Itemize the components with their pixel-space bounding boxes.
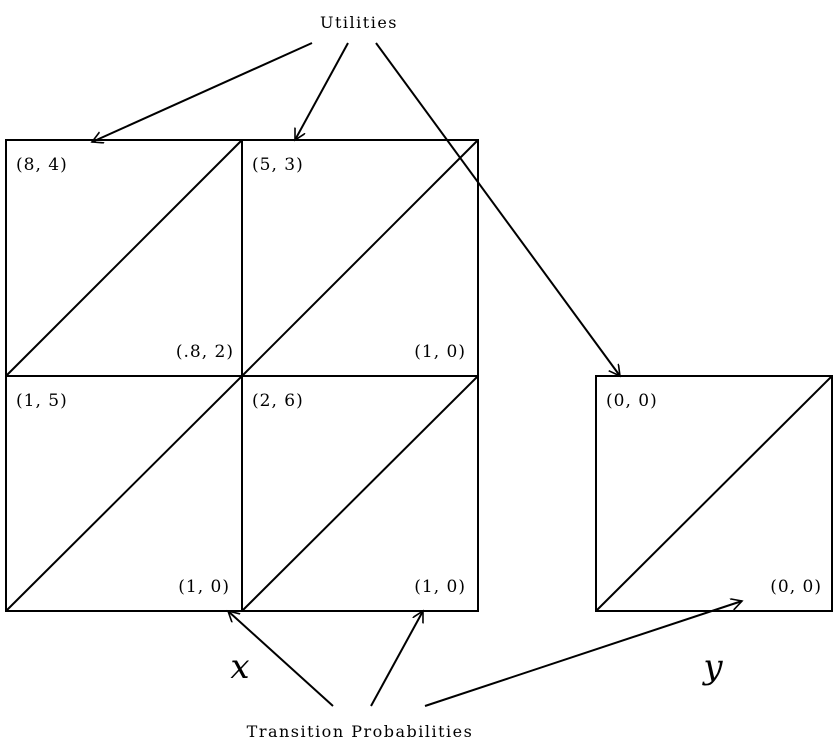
transition-arrow-to-y-cell	[425, 601, 742, 706]
cell-y	[596, 376, 832, 611]
x-axis-label: x	[230, 647, 250, 687]
utilities-arrow-to-top-left	[92, 43, 312, 142]
cell-top-right-transition: (1, 0)	[414, 342, 466, 362]
y-axis-label: y	[703, 647, 723, 687]
cell-top-left-utility: (8, 4)	[16, 155, 68, 175]
cell-top-left-transition: (.8, 2)	[175, 342, 234, 362]
cell-y-utility: (0, 0)	[606, 391, 658, 411]
cell-top-right-utility: (5, 3)	[252, 155, 304, 175]
utilities-arrow-to-top-right	[295, 43, 348, 140]
cell-top-left-diagonal	[6, 140, 242, 376]
cell-bottom-right-transition: (1, 0)	[414, 577, 466, 597]
cell-bottom-left-transition: (1, 0)	[178, 577, 230, 597]
utilities-caption: Utilities	[320, 13, 398, 32]
cell-top-left	[6, 140, 242, 376]
cell-top-right-diagonal	[242, 140, 478, 376]
cell-bottom-left	[6, 376, 242, 611]
cell-bottom-right	[242, 376, 478, 611]
transition-arrow-to-bottom-right	[371, 611, 423, 706]
cell-y-transition: (0, 0)	[770, 577, 822, 597]
cell-bottom-right-utility: (2, 6)	[252, 391, 304, 411]
cell-bottom-left-diagonal	[6, 376, 242, 611]
cell-bottom-right-diagonal	[242, 376, 478, 611]
utilities-arrow-to-y-cell	[376, 43, 620, 376]
cell-top-right	[242, 140, 478, 376]
transition-probabilities-caption: Transition Probabilities	[246, 722, 474, 741]
cell-bottom-left-utility: (1, 5)	[16, 391, 68, 411]
cell-y-diagonal	[596, 376, 832, 611]
